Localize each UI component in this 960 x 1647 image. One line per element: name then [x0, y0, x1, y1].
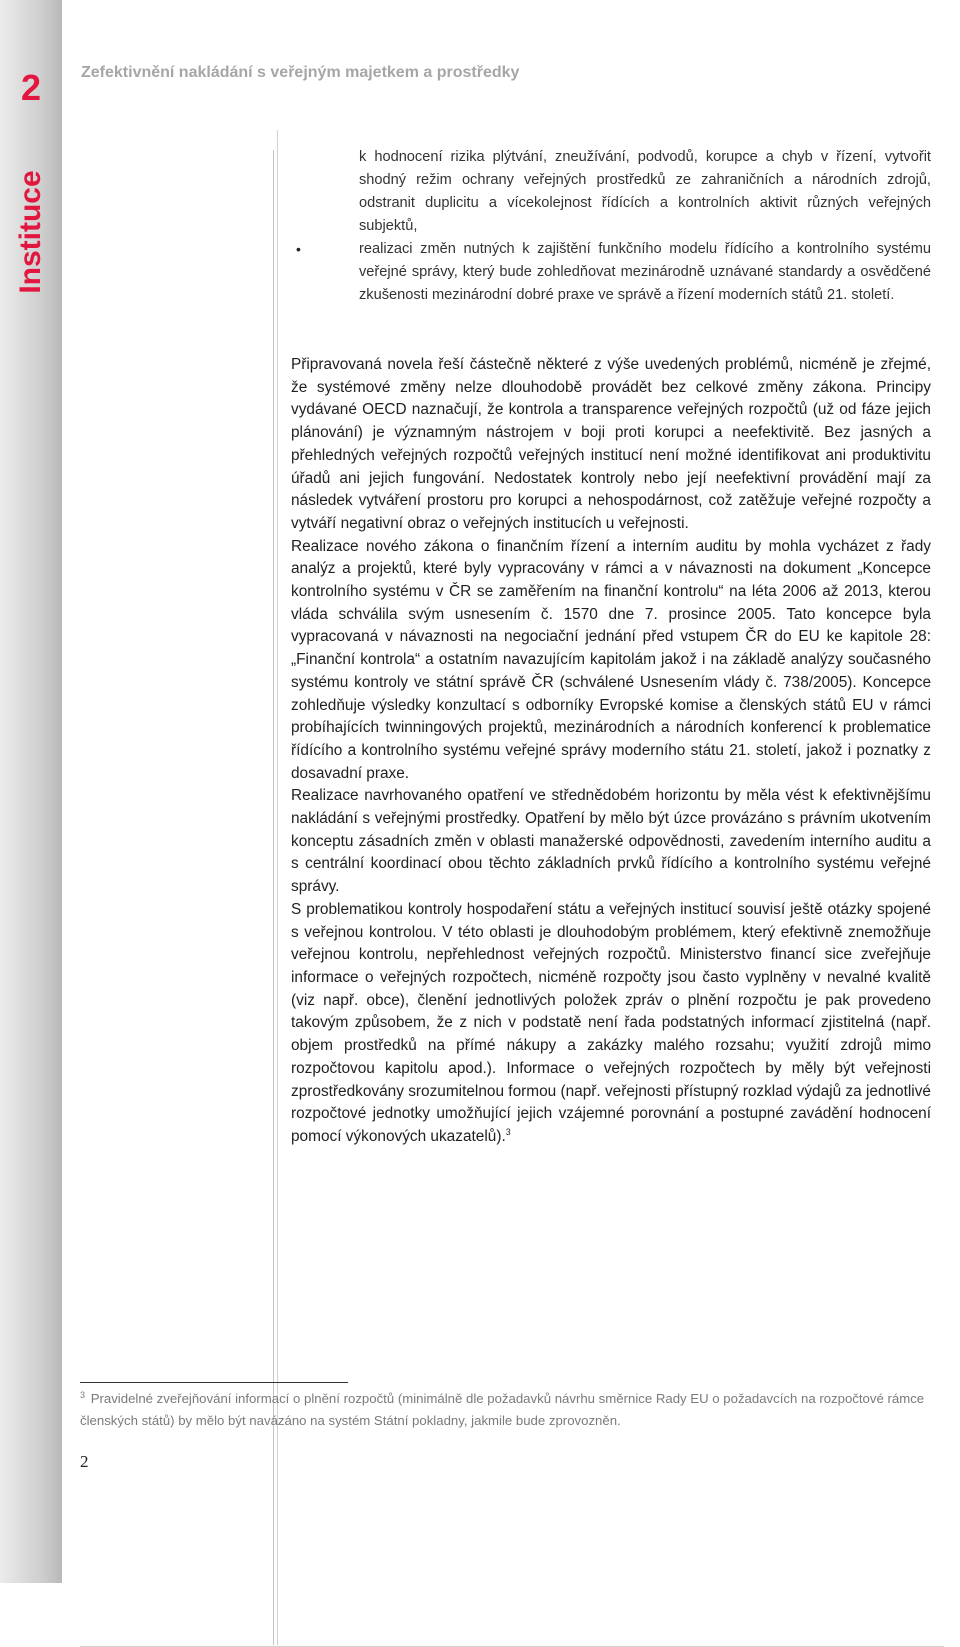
footnote-marker: 3 [80, 1389, 86, 1400]
footnote-text: Pravidelné zveřejňování informací o plnění rozpočtů (minimálně dle požadavků návrhu směrnice Rady EU o požadavcích na rozpočtové rámce členských států) by mělo být navázáno na systém Státní pokladny, jakmile bude zprovozněn. [80, 1391, 925, 1428]
list-item-text: realizaci změn nutných k zajištění funkčního modelu řídícího a kontrolního systému veřejné správy, který bude zohledňovat mezinárodně uznávané standardy a osvědčené zkušenosti mezinárodní dobré praxe ve správě a řízení moderních států 21. století. [359, 241, 931, 303]
chapter-number: 2 [20, 67, 42, 108]
footnote-reference[interactable]: 3 [505, 1126, 511, 1137]
footnote [80, 1388, 940, 1432]
chapter-title: Zefektivnění nakládání s veřejným majetkem a prostředky [81, 64, 520, 81]
page-number: 2 [80, 1452, 89, 1471]
list-item [359, 146, 931, 238]
sidebar [0, 0, 62, 1583]
bullet-list [296, 146, 931, 307]
paragraph: Realizace nového zákona o finančním řízení a interním auditu by mohla vycházet z řady analýz a projektů, které byly vypracovány v rámci a v návaznosti na dokument „Koncepce kontrolního systému v ČR se zaměřením na finanční kontrolu“ na léta 2006 až 2013, kterou vláda schválila svým usnesením č. 1570 dne 7. prosince 2005. Tato koncepce byla vypracovaná v návaznosti na negociační jednání před vstupem ČR do EU ke kapitole 28: „Finanční kontrola“ a ostatním navazujícím kapitolám jakož i na základě analýzy současného systému kontroly ve státní správě ČR (schválené Usnesením vlády č. 738/2005). Koncepce zohledňuje výsledky konzultací s odborníky Evropské komise a členských států EU v rámci probíhajících twinningových projektů, mezinárodních a národních konferencí k problematice řídícího a kontrolního systému veřejné správy moderního státu 21. století, jakož i poznatky z dosavadní praxe. [291, 537, 931, 782]
body-text [291, 354, 931, 1149]
list-item [296, 238, 931, 307]
paragraph-text: S problematikou kontroly hospodaření státu a veřejných institucí souvisí ještě otázky spojené s veřejnou kontrolou. V této oblasti je dlouhodobým problémem, který efektivně znemožňuje veřejnou kontrolu, nepřehlednost veřejných rozpočtů. Ministerstvo financí sice zveřejňuje informace o veřejných rozpočtech, nicméně rozpočty jsou často vyplněny v nevalné kvalitě (viz např. obce), členění jednotlivých položek zpráv o plnění rozpočtu je pak provedeno takovým způsobem, že z nich v podstatě není řada podstatných informací zjistitelná (např. objem prostředků na přímé nákupy a zakázky malého rozsahu; využití zdrojů mimo rozpočtovou kapitolu apod.). Informace o veřejných rozpočtech by měly být veřejnosti zprostředkovány srozumitelnou formou (např. veřejnosti přístupný rozklad výdajů za jednotlivé rozpočtové jednotky umožňující jejich vzájemné porovnání a postupné zavádění hodnocení pomocí výkonových ukazatelů). [291, 900, 931, 1145]
paragraph: Připravovaná novela řeší částečně některé z výše uvedených problémů, nicméně je zřejmé, že systémové změny nelze dlouhodobě provádět bez celkové změny zákona. Principy vydávané OECD naznačují, že kontrola a transparence veřejných rozpočtů (už od fáze jejich plánování) je významným nástrojem v boji proti korupci a neefektivitě. Bez jasných a přehledných veřejných rozpočtů veřejných institucí není možné identifikovat ani produktivitu úřadů ani jejich fungování. Nedostatek kontroly nebo její neefektivní provádění mají za následek vytváření prostoru pro korupci a nehospodárnost, což zatěžuje veřejné rozpočty a vytváří negativní obraz o veřejných institucích u veřejnosti. [291, 356, 931, 532]
section-label: Instituce [14, 170, 47, 294]
list-item-text: k hodnocení rizika plýtvání, zneužívání, podvodů, korupce a chyb v řízení, vytvořit shodný režim ochrany veřejných prostředků ze zahraničních a národních zdrojů, odstranit duplicitu a vícekolejnost řídících a kontrolních aktivit různých veřejných subjektů, [359, 149, 931, 234]
bullet-marker: • [296, 241, 301, 257]
paragraph: Realizace navrhovaného opatření ve střednědobém horizontu by měla vést k efektivnějšímu nakládání s veřejnými prostředky. Opatření by mělo být úzce provázáno s právním ukotvením konceptu zásadních změn v oblasti manažerské odpovědnosti, zavedením interního auditu a s centrální koordinací obou těchto základních prvků řídícího a kontrolního systému veřejné správy. [291, 787, 931, 896]
paragraph [291, 899, 931, 1149]
footnote-separator [80, 1382, 348, 1383]
